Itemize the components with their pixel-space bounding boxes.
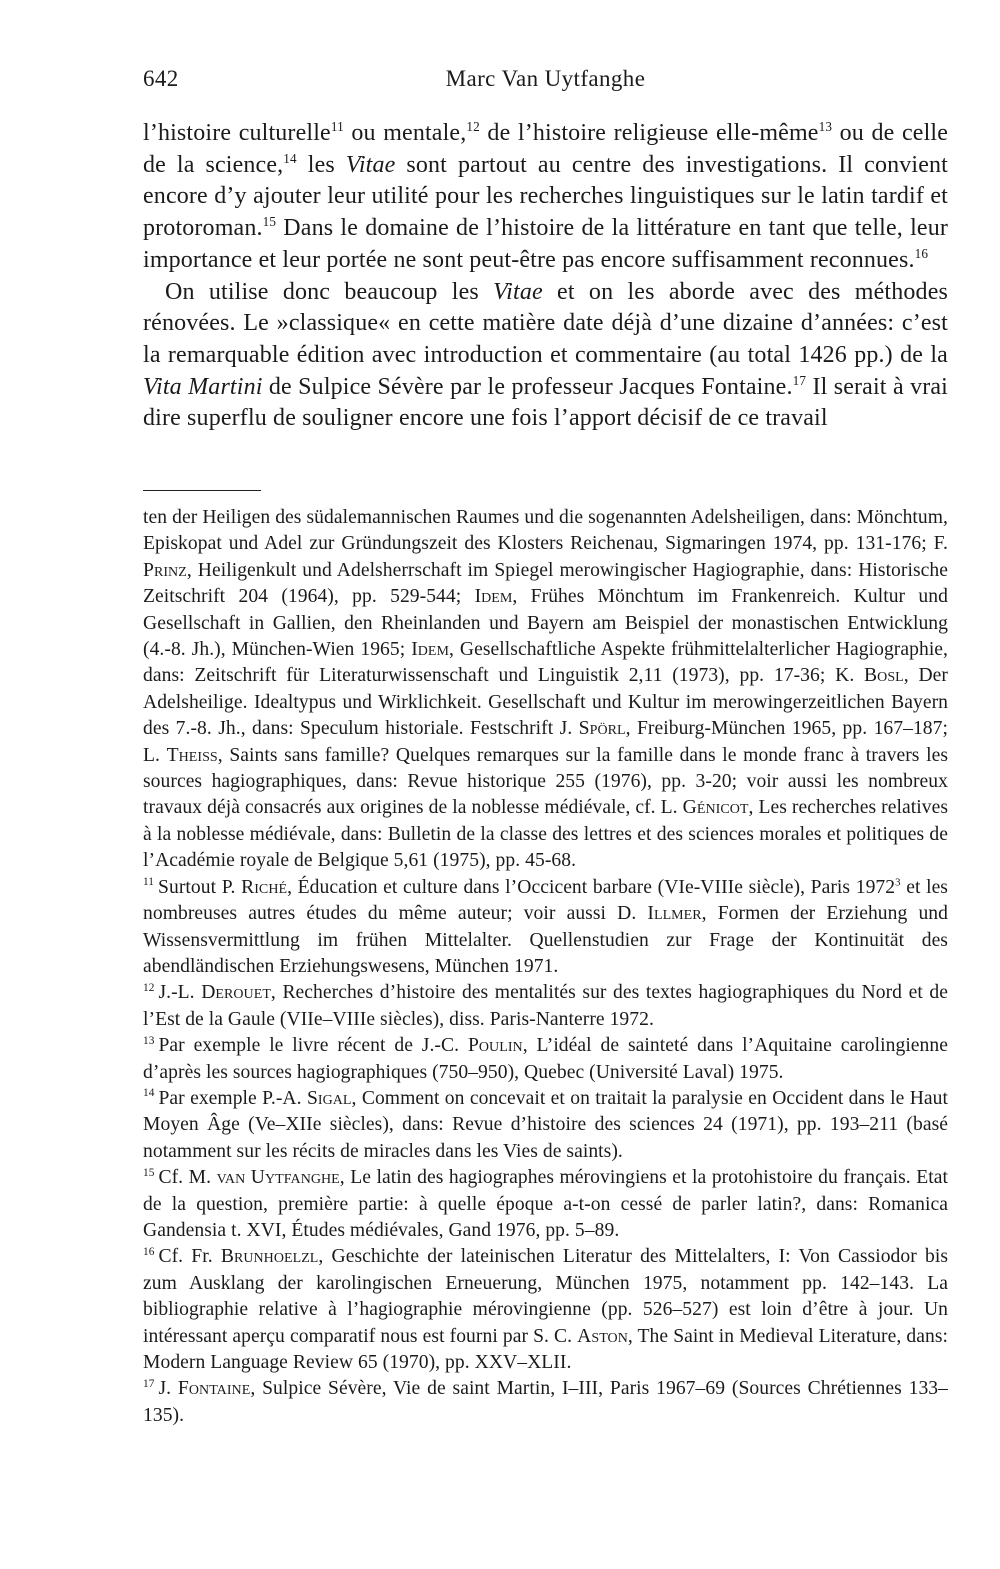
author-name: Bosl (864, 665, 904, 687)
text-span: ten der Heiligen des südalemannischen Raumes und die sogenannten Adelsheiligen, dans: Mönchtum, Episkopat und Adel zur Gründungszeit des Klosters Reichenau, Sigmaringen 1974, pp. 131-176; F. (143, 507, 948, 555)
footnote-ref-13[interactable]: 13 (818, 119, 833, 134)
footnote-ref-17[interactable]: 17 (792, 372, 807, 388)
footnote-separator (143, 490, 261, 491)
footnote-continued (143, 505, 948, 875)
text-span: On utilise donc beaucoup les (165, 278, 494, 305)
text-span: , Formen der Erziehung und Wissensvermittlung im frühen Mittelalter. Quellenstudien zur Frage der Kontinuität des abendländischen Erziehungswesens, München 1971. (143, 903, 948, 977)
text-span: , Le latin des hagiographes mérovingiens et la protohistoire du français. Etat de la question, première partie: à quelle époque a-t-on cessé de parler latin?, dans: Romanica Gandensia t. XVI, Études médiévales, Gand 1976, pp. 5–89. (143, 1167, 948, 1241)
text-span: , Geschichte der lateinischen Literatur des Mittelalters, I: Von Cassiodor bis zum Ausklang der karolingischen Erneuerung, München 1975, notamment pp. 142–143. La bibliographie relative à l’hagiographie mérovingienne (pp. 526–527) est loin d’être à jour. Un intéressant aperçu comparatif nous est fourni par S. C. (143, 1246, 948, 1347)
text-span: , Sulpice Sévère, Vie de saint Martin, I–III, Paris 1967–69 (Sources Chrétiennes 133–135). (143, 1378, 948, 1426)
author-name: Spörl (578, 718, 626, 740)
footnote-number: 13 (143, 1034, 155, 1047)
page-number: 642 (143, 66, 179, 91)
text-span: les (296, 151, 346, 178)
text-span: Par exemple le livre récent de J.-C. (158, 1035, 468, 1057)
text-span: , Les recherches relatives à la noblesse médiévale, dans: Bulletin de la classe des lettres et des sciences morales et politiques de l’Académie royale de Belgique 5,61 (1975), pp. 45-68. (143, 797, 949, 872)
text-span: , L’idéal de sainteté dans l’Aquitaine carolingienne d’après les sources hagiographiques (750–950), Quebec (Université Laval) 1975. (143, 1035, 948, 1083)
text-span: Surtout P. (158, 876, 242, 898)
italic-title: Vitae (345, 151, 396, 178)
text-span: , Comment on concevait et on traitait la paralysie en Occident dans le Haut Moyen Âge (Ve–XIIe siècles), dans: Revue d’histoire des sciences 24 (1971), pp. 193–211 (basé notamment sur les récits de miracles dans les Vies de saints). (143, 1087, 948, 1162)
italic-title: Vita Martini (143, 373, 263, 400)
author-name: Idem (474, 586, 513, 608)
footnotes (143, 505, 948, 1429)
footnote-13 (143, 1033, 948, 1086)
author-name: Idem (411, 639, 450, 661)
footnote-ref-14[interactable]: 14 (283, 150, 297, 166)
text-span: , Éducation et culture dans l’Occicent barbare (VIe-VIIIe siècle), Paris 1972 (287, 876, 896, 898)
text-span: , Saints sans famille? Quelques remarques sur la famille dans le monde franc à travers les sources hagiographiques, dans: Revue historique 255 (1976), pp. 3-20; voir aussi les nombreux travaux déjà consacrés aux origines de la noblesse médiévale, cf. L. (143, 744, 948, 819)
author-name: Génicot (682, 797, 749, 819)
text-span: ou de celle de la science, (143, 120, 949, 178)
text-span: , Frühes Mönchtum im Frankenreich. Kultur und Gesellschaft in Gallien, den Rheinlanden und Bayern am Beispiel der monastischen Entwicklung (4.-8. Jh.), München-Wien 1965; (143, 586, 948, 661)
text-span: , Gesellschaftliche Aspekte frühmittelalterlicher Hagiographie, dans: Zeitschrift für Literaturwissenschaft und Linguistik 2,11 (1973), pp. 17-36; K. (143, 639, 949, 687)
text-span: , Heiligenkult und Adelsherrschaft im Spiegel merowingischer Hagiographie, dans: Historische Zeitschrift 204 (1964), pp. 529-544; (143, 559, 948, 608)
text-span: sont partout au centre des investigations. Il convient encore d’y ajouter leur utilité pour les recherches linguistiques sur le latin tardif et protoroman. (143, 151, 948, 242)
text-span: , Recherches d’histoire des mentalités sur des textes hagiographiques du Nord et de l’Est de la Gaule (VIIe–VIIIe siècles), diss. Paris-Nanterre 1972. (143, 982, 948, 1030)
text-span: Cf. M. (158, 1167, 217, 1189)
footnote-17 (143, 1376, 948, 1429)
page (143, 58, 949, 1426)
text-span: Dans le domaine de l’histoire de la littérature en tant que telle, leur importance et leur portée ne sont peut-être pas encore suffisamment reconnues. (143, 215, 948, 273)
text-span: l’histoire culturelle (143, 120, 331, 146)
text-span: Il serait à vrai dire superflu de souligner encore une fois l’apport décisif de ce travail (143, 373, 948, 432)
text-span: , Der Adelsheilige. Idealtypus und Wirklichkeit. Gesellschaft und Kultur im merowingerzeitlichen Bayern des 7.-8. Jh., dans: Speculum historiale. Festschrift J. (143, 665, 949, 740)
text-span: et les nombreuses autres études du même auteur; voir aussi D. (143, 876, 948, 925)
author-name: Sigal (306, 1087, 352, 1109)
text-span: de Sulpice Sévère par le professeur Jacques Fontaine. (262, 373, 793, 400)
footnote-ref-11[interactable]: 11 (330, 119, 344, 134)
edition-superscript: 3 (895, 876, 901, 889)
text-span: , The Saint in Medieval Literature, dans: Modern Language Review 65 (1970), pp. XXV–XLII. (143, 1325, 948, 1373)
footnote-16 (143, 1244, 948, 1376)
text-span: de l’histoire religieuse elle-même (479, 120, 819, 146)
footnote-number: 15 (143, 1166, 155, 1179)
footnote-number: 12 (143, 981, 155, 994)
main-text (143, 118, 948, 435)
text-span: ou mentale, (343, 120, 467, 146)
author-name: Illmer (647, 903, 702, 925)
footnote-number: 14 (143, 1087, 155, 1100)
text-span: Par exemple P.-A. (158, 1087, 307, 1109)
paragraph-1 (143, 118, 948, 277)
author-name: van Uytfanghe (216, 1167, 340, 1189)
footnote-12 (143, 980, 948, 1033)
author-name: Brunhoelzl (220, 1246, 319, 1268)
running-head: Marc Van Uytfanghe (445, 66, 646, 91)
italic-title: Vitae (493, 278, 543, 305)
text-span: Cf. Fr. (158, 1246, 221, 1268)
author-name: Riché (241, 876, 288, 898)
footnote-14 (143, 1086, 948, 1165)
author-name: Aston (577, 1325, 628, 1347)
footnote-number: 16 (143, 1245, 155, 1258)
text-span: J. (158, 1378, 178, 1400)
footnote-15 (143, 1165, 948, 1244)
footnote-11 (143, 875, 948, 981)
text-span: et on les aborde avec des méthodes rénovées. Le »classique« en cette matière date déjà d’une dizaine d’années: c’est la remarquable édition avec introduction et commentaire (au total 1426 pp.) de la (143, 278, 948, 368)
text-span: J.-L. (158, 982, 202, 1004)
author-name: Poulin (467, 1035, 523, 1057)
author-name: Prinz (143, 559, 187, 581)
author-name: Theiss (166, 744, 218, 766)
paragraph-2 (143, 277, 948, 436)
footnote-number: 17 (143, 1377, 155, 1390)
text-span: , Freiburg-München 1965, pp. 167–187; L. (143, 718, 948, 766)
footnote-number: 11 (143, 876, 155, 889)
footnote-ref-15[interactable]: 15 (262, 214, 277, 230)
footnote-ref-12[interactable]: 12 (466, 119, 480, 134)
author-name: Derouet (201, 982, 271, 1004)
page-header (143, 58, 948, 98)
footnote-ref-16[interactable]: 16 (914, 245, 929, 261)
author-name: Fontaine (177, 1378, 251, 1400)
